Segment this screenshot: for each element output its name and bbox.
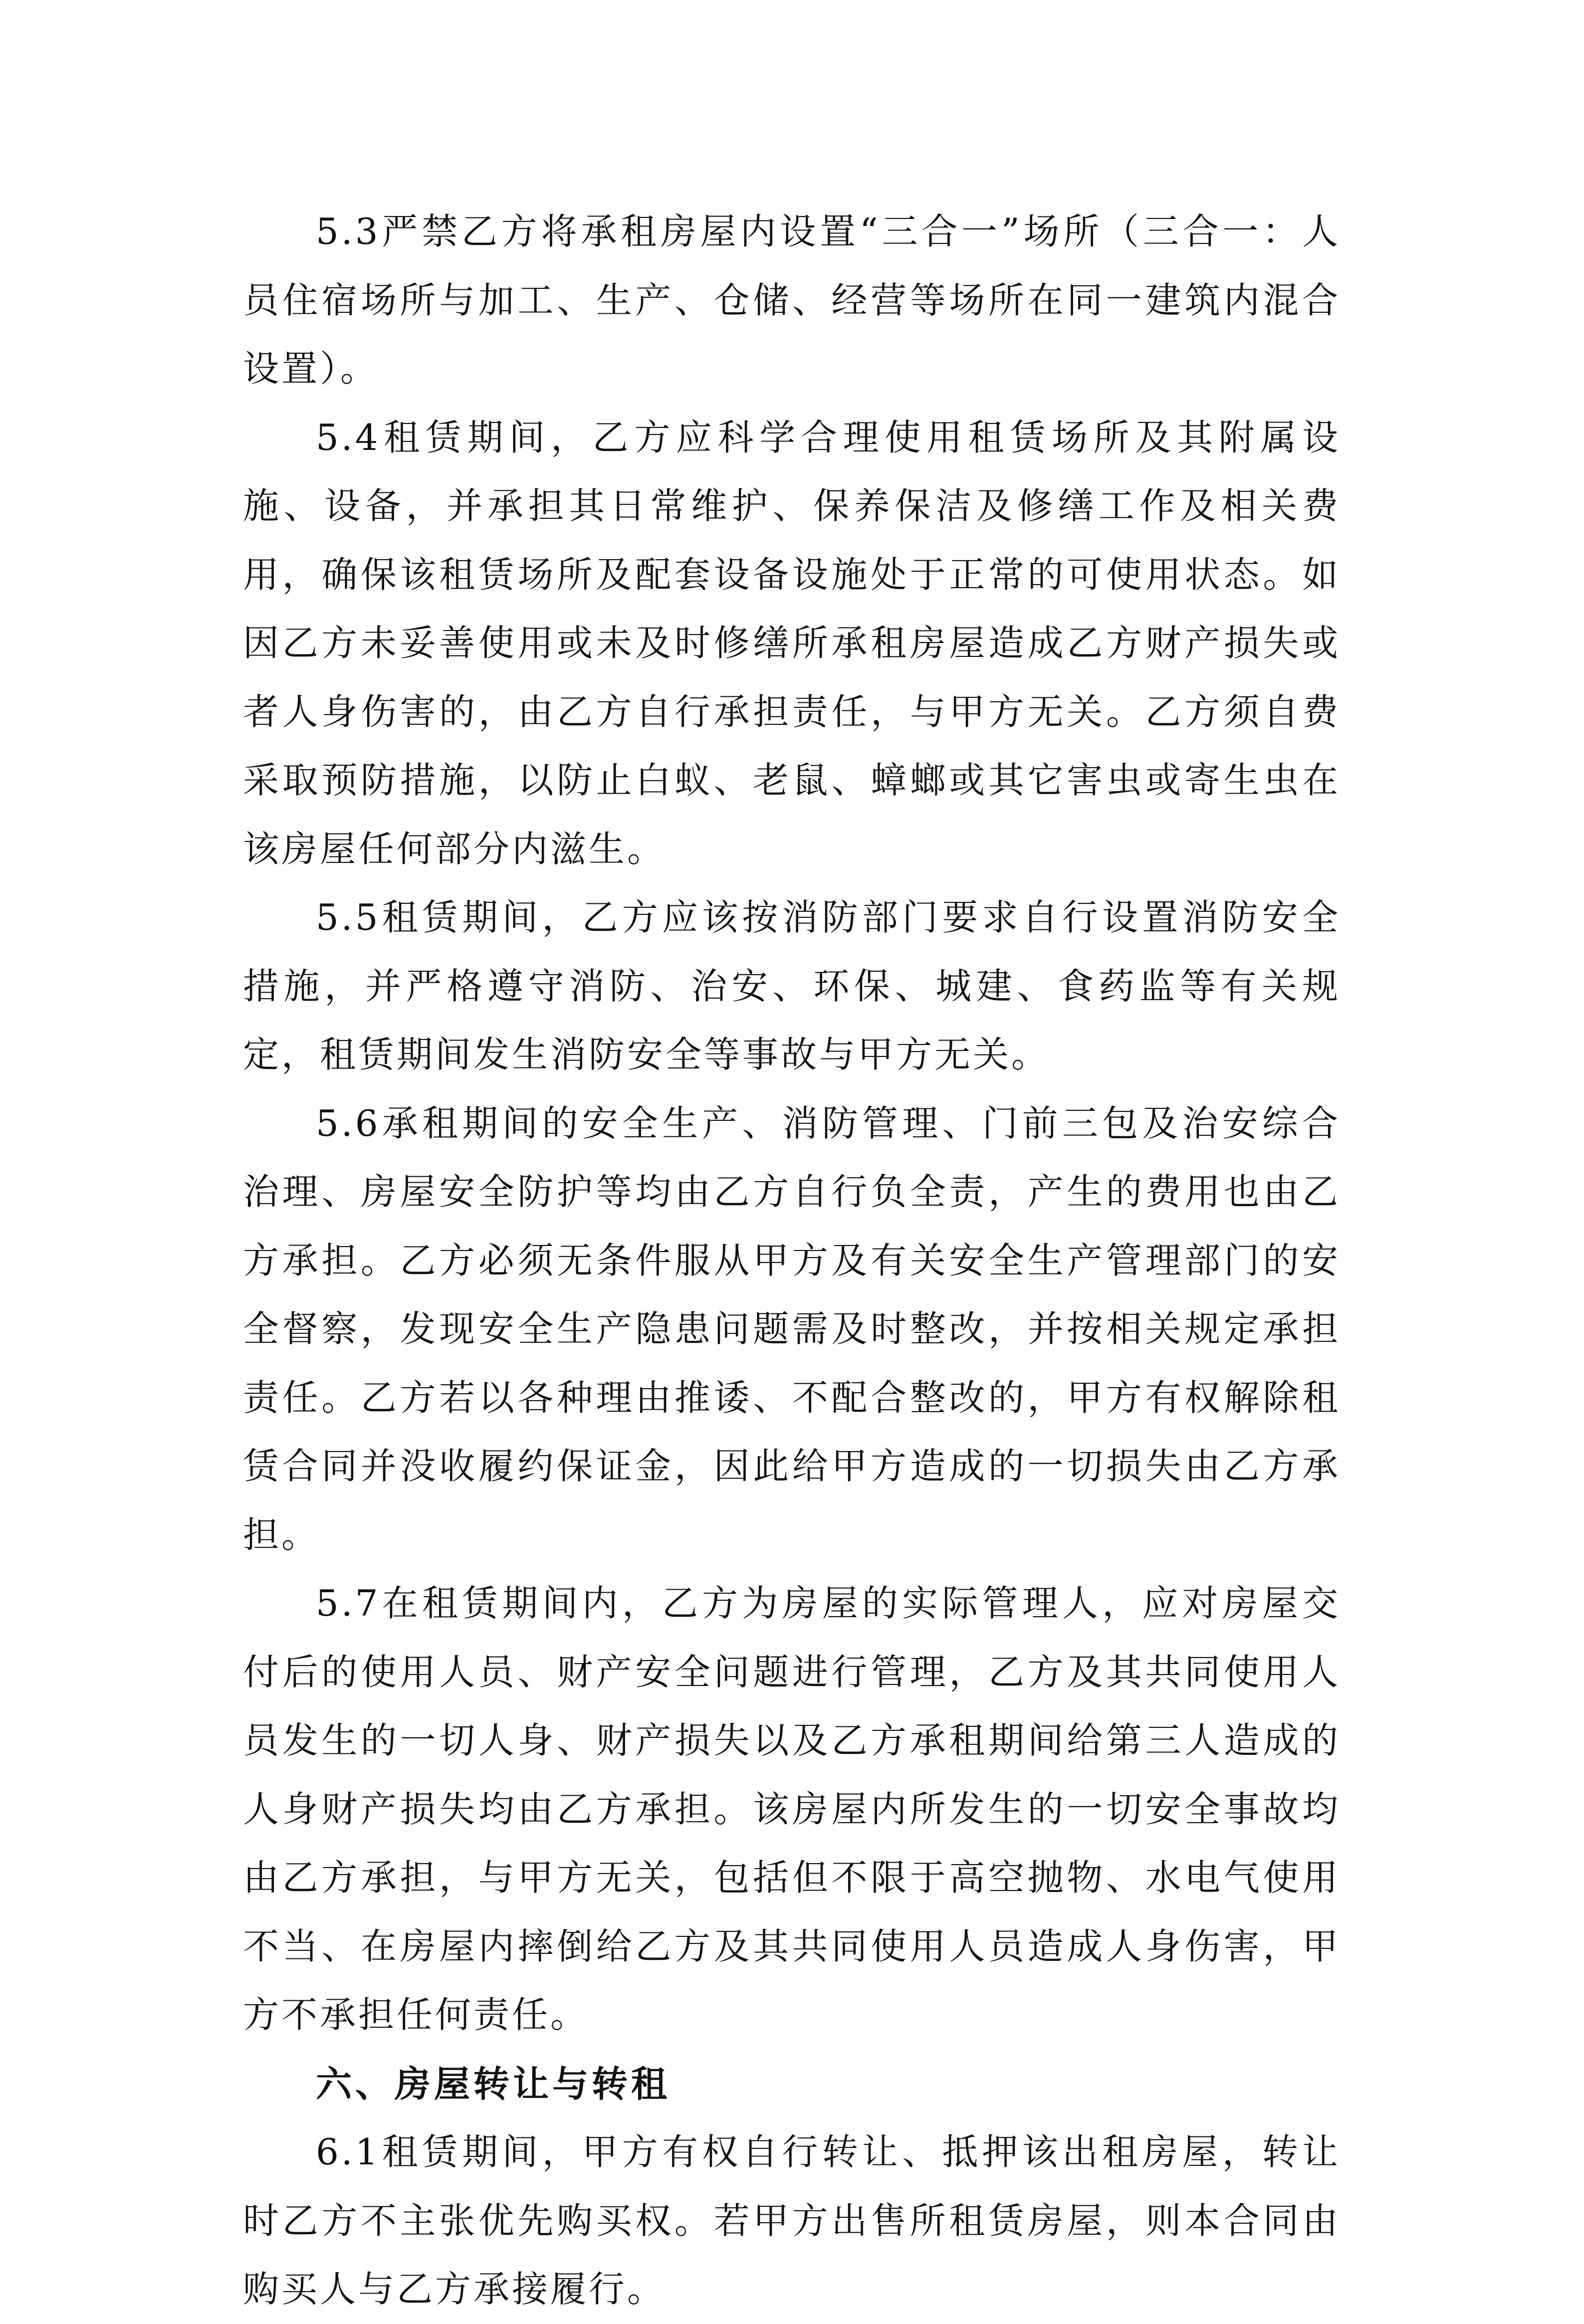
clause-6-1: 6.1租赁期间，甲方有权自行转让、抵押该出租房屋，转让时乙方不主张优先购买权。若甲方出售所租赁房屋，则本合同由购买人与乙方承接履行。: [243, 2131, 1341, 2310]
clause-5-5: 5.5租赁期间，乙方应该按消防部门要求自行设置消防安全措施，并严格遵守消防、治安、环保、城建、食药监等有关规定，租赁期间发生消防安全等事故与甲方无关。: [243, 896, 1341, 1075]
clause-5-7: 5.7在租赁期间内，乙方为房屋的实际管理人，应对房屋交付后的使用人员、财产安全问题进行管理，乙方及其共同使用人员发生的一切人身、财产损失以及乙方承租期间给第三人造成的人身财产损失均由乙方承担。该房屋内所发生的一切安全事故均由乙方承担，与甲方无关，包括但不限于高空抛物、水电气使用不当、在房屋内摔倒给乙方及其共同使用人员造成人身伤害，甲方不承担任何责任。: [243, 1582, 1341, 2036]
clause-5-3: 5.3严禁乙方将承租房屋内设置“三合一”场所（三合一：人员住宿场所与加工、生产、仓储、经营等场所在同一建筑内混合设置）。: [243, 211, 1341, 390]
clause-5-6: 5.6承租期间的安全生产、消防管理、门前三包及治安综合治理、房屋安全防护等均由乙方自行负全责，产生的费用也由乙方承担。乙方必须无条件服从甲方及有关安全生产管理部门的安全督察，发现安全生产隐患问题需及时整改，并按相关规定承担责任。乙方若以各种理由推诿、不配合整改的，甲方有权解除租赁合同并没收履约保证金，因此给甲方造成的一切损失由乙方承担。: [243, 1102, 1341, 1556]
section-heading-6: 六、房屋转让与转租: [316, 2062, 671, 2105]
clause-5-4: 5.4租赁期间，乙方应科学合理使用租赁场所及其附属设施、设备，并承担其日常维护、保养保洁及修缮工作及相关费用，确保该租赁场所及配套设备设施处于正常的可使用状态。如因乙方未妥善使用或未及时修缮所承租房屋造成乙方财产损失或者人身伤害的，由乙方自行承担责任，与甲方无关。乙方须自费采取预防措施，以防止白蚁、老鼠、蟑螂或其它害虫或寄生虫在该房屋任何部分内滋生。: [243, 416, 1341, 870]
document-body: [243, 198, 1341, 2324]
